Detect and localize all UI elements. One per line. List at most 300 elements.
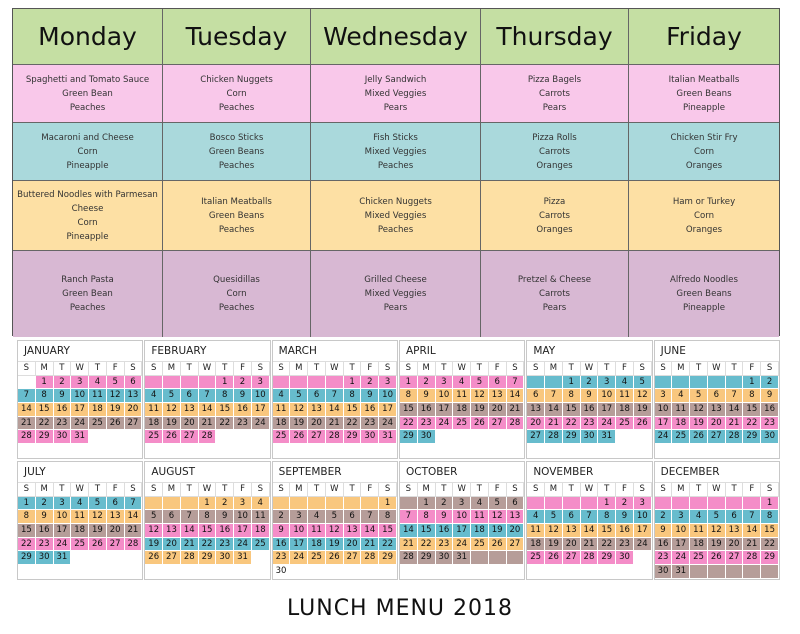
day-cell: 12 — [89, 510, 107, 524]
menu-item: Pineapple — [66, 160, 109, 171]
day-cell: 26 — [545, 551, 563, 565]
day-cell: 23 — [436, 538, 454, 552]
day-cell — [507, 444, 525, 458]
day-cell: 2 — [581, 376, 599, 390]
day-cell: 25 — [308, 551, 326, 565]
weekday-label: T — [726, 362, 744, 376]
weekday-label: F — [107, 483, 125, 497]
day-cell: 24 — [379, 417, 397, 431]
day-cell: 22 — [598, 538, 616, 552]
weekday-label: S — [527, 362, 545, 376]
page-title: LUNCH MENU 2018 — [286, 596, 514, 621]
menu-item: Grilled Cheese — [364, 275, 427, 285]
weekday-label: M — [418, 483, 436, 497]
month-name: APRIL — [400, 341, 524, 362]
day-cell — [616, 430, 634, 444]
day-cell: 28 — [361, 551, 379, 565]
day-header-thursday: Thursday — [481, 9, 629, 65]
day-cell: 25 — [690, 551, 708, 565]
day-cell: 14 — [18, 403, 36, 417]
weekday-label: T — [690, 483, 708, 497]
month-grid — [400, 362, 524, 458]
day-cell — [216, 430, 234, 444]
menu-item: Italian Meatballs — [668, 74, 740, 85]
day-cell — [634, 444, 652, 458]
day-cell: 16 — [581, 403, 599, 417]
day-cell: 8 — [743, 389, 761, 403]
day-cell — [326, 376, 344, 390]
day-cell: 20 — [163, 538, 181, 552]
day-cell: 15 — [36, 403, 54, 417]
weekday-label: S — [379, 362, 397, 376]
day-cell: 1 — [199, 497, 217, 511]
day-cell: 23 — [418, 417, 436, 431]
day-cell — [36, 444, 54, 458]
day-cell: 24 — [54, 538, 72, 552]
calendar-row — [17, 461, 780, 580]
day-cell: 1 — [344, 376, 362, 390]
day-cell: 5 — [690, 389, 708, 403]
day-cell: 31 — [234, 551, 252, 565]
month-august — [144, 461, 270, 580]
day-cell: 27 — [527, 430, 545, 444]
day-cell — [489, 551, 507, 565]
weekday-label: W — [453, 483, 471, 497]
weekday-label: T — [598, 483, 616, 497]
menu-cell — [311, 65, 481, 123]
menu-item: Ham or Turkey — [672, 196, 736, 207]
day-header-tuesday: Tuesday — [163, 9, 311, 65]
day-cell: 8 — [400, 389, 418, 403]
day-cell — [743, 497, 761, 511]
day-cell: 21 — [743, 538, 761, 552]
menu-cell — [163, 181, 311, 251]
day-cell: 19 — [290, 417, 308, 431]
day-cell: 21 — [507, 403, 525, 417]
day-cell: 23 — [234, 417, 252, 431]
weekday-label: T — [54, 362, 72, 376]
day-cell: 19 — [107, 403, 125, 417]
day-cell — [308, 565, 326, 579]
day-cell — [708, 565, 726, 579]
day-cell: 10 — [379, 389, 397, 403]
menu-item: Pizza — [543, 196, 566, 207]
menu-item: Pineapple — [66, 231, 109, 242]
day-cell: 18 — [308, 538, 326, 552]
day-cell — [581, 444, 599, 458]
day-cell: 24 — [252, 417, 270, 431]
day-cell — [436, 444, 454, 458]
month-december — [654, 461, 780, 580]
day-cell — [361, 444, 379, 458]
day-cell: 22 — [400, 417, 418, 431]
day-cell: 25 — [672, 430, 690, 444]
day-cell: 7 — [181, 510, 199, 524]
day-cell: 29 — [598, 551, 616, 565]
weekday-label: S — [507, 362, 525, 376]
day-cell — [545, 376, 563, 390]
day-cell: 9 — [436, 510, 454, 524]
month-grid — [527, 362, 651, 458]
weekday-label: S — [527, 483, 545, 497]
weekday-label: S — [634, 362, 652, 376]
day-cell: 25 — [471, 538, 489, 552]
day-cell: 30 — [418, 430, 436, 444]
weekday-label: W — [453, 362, 471, 376]
day-cell: 4 — [89, 376, 107, 390]
day-cell: 16 — [655, 538, 673, 552]
day-cell: 18 — [690, 538, 708, 552]
day-cell: 22 — [379, 538, 397, 552]
menu-item: Corn — [226, 289, 247, 299]
menu-item: Bosco Sticks — [209, 132, 264, 143]
day-cell — [726, 497, 744, 511]
day-cell: 7 — [581, 510, 599, 524]
day-cell: 4 — [308, 510, 326, 524]
day-cell: 2 — [54, 376, 72, 390]
day-cell: 2 — [361, 376, 379, 390]
day-cell: 17 — [290, 538, 308, 552]
day-cell — [199, 565, 217, 579]
day-cell — [71, 565, 89, 579]
day-cell — [672, 376, 690, 390]
menu-item: Peaches — [218, 102, 255, 113]
day-cell: 23 — [273, 551, 291, 565]
weekday-label: F — [234, 362, 252, 376]
day-cell: 16 — [436, 524, 454, 538]
menu-item: Oranges — [685, 160, 723, 171]
day-cell: 28 — [545, 430, 563, 444]
day-cell: 19 — [634, 403, 652, 417]
day-cell: 18 — [672, 417, 690, 431]
weekday-label: F — [616, 362, 634, 376]
menu-item: Green Bean — [62, 88, 113, 99]
day-cell: 28 — [726, 430, 744, 444]
day-cell: 21 — [18, 417, 36, 431]
day-cell: 29 — [36, 430, 54, 444]
day-cell: 16 — [273, 538, 291, 552]
day-cell: 11 — [145, 403, 163, 417]
day-cell: 19 — [545, 538, 563, 552]
day-cell: 7 — [507, 376, 525, 390]
month-name: JANUARY — [18, 341, 142, 362]
day-cell — [54, 565, 72, 579]
menu-item: Peaches — [69, 303, 106, 313]
weekday-label: T — [563, 362, 581, 376]
menu-item: Green Beans — [208, 146, 265, 157]
day-header-wednesday: Wednesday — [311, 9, 481, 65]
month-grid — [655, 483, 779, 579]
day-cell: 25 — [273, 430, 291, 444]
day-cell: 30 — [361, 430, 379, 444]
day-cell — [145, 497, 163, 511]
day-cell: 23 — [616, 538, 634, 552]
day-cell: 3 — [453, 497, 471, 511]
day-cell: 23 — [36, 538, 54, 552]
day-cell: 13 — [107, 510, 125, 524]
day-cell — [507, 551, 525, 565]
day-cell: 11 — [89, 389, 107, 403]
day-cell: 21 — [726, 417, 744, 431]
day-cell: 14 — [125, 510, 143, 524]
day-cell: 2 — [36, 497, 54, 511]
day-cell: 10 — [598, 389, 616, 403]
day-cell: 22 — [36, 417, 54, 431]
day-cell: 17 — [71, 403, 89, 417]
day-cell: 27 — [708, 430, 726, 444]
day-cell: 1 — [418, 497, 436, 511]
day-cell: 23 — [54, 417, 72, 431]
day-cell: 19 — [471, 403, 489, 417]
day-cell — [326, 444, 344, 458]
calendar-2018 — [17, 340, 780, 582]
day-cell: 30 — [273, 565, 291, 579]
day-cell — [107, 551, 125, 565]
day-cell: 24 — [634, 538, 652, 552]
day-cell: 3 — [252, 376, 270, 390]
menu-cell — [311, 251, 481, 337]
month-may — [526, 340, 652, 459]
day-cell: 10 — [655, 403, 673, 417]
day-cell — [672, 444, 690, 458]
day-cell — [563, 497, 581, 511]
day-cell — [54, 444, 72, 458]
month-grid — [273, 483, 397, 579]
day-cell: 29 — [379, 551, 397, 565]
month-grid — [273, 362, 397, 458]
weekday-label: S — [252, 483, 270, 497]
day-cell — [216, 565, 234, 579]
day-cell: 13 — [489, 389, 507, 403]
day-cell: 8 — [199, 510, 217, 524]
day-cell: 3 — [598, 376, 616, 390]
day-cell: 4 — [145, 389, 163, 403]
month-name: JUNE — [655, 341, 779, 362]
day-cell: 26 — [489, 538, 507, 552]
day-cell: 26 — [471, 417, 489, 431]
day-cell — [726, 376, 744, 390]
day-cell: 20 — [107, 524, 125, 538]
lunch-menu-table — [12, 8, 780, 336]
day-cell: 3 — [379, 376, 397, 390]
day-cell: 3 — [290, 510, 308, 524]
day-cell: 21 — [545, 417, 563, 431]
menu-cell — [163, 123, 311, 181]
day-cell — [598, 565, 616, 579]
day-cell — [655, 444, 673, 458]
menu-item: Oranges — [685, 224, 723, 235]
weekday-label: S — [507, 483, 525, 497]
menu-item: Pears — [542, 102, 567, 113]
day-cell: 25 — [89, 417, 107, 431]
day-cell: 5 — [163, 389, 181, 403]
month-name: NOVEMBER — [527, 462, 651, 483]
day-cell: 22 — [18, 538, 36, 552]
day-cell: 23 — [216, 538, 234, 552]
day-cell: 5 — [89, 497, 107, 511]
day-cell: 29 — [400, 430, 418, 444]
menu-item: Green Bean — [62, 289, 113, 299]
day-cell: 22 — [216, 417, 234, 431]
day-cell: 7 — [400, 510, 418, 524]
day-cell: 10 — [234, 510, 252, 524]
day-cell — [471, 444, 489, 458]
day-cell — [107, 565, 125, 579]
day-cell: 21 — [361, 538, 379, 552]
weekday-label: W — [326, 362, 344, 376]
day-cell: 11 — [527, 524, 545, 538]
day-cell: 7 — [545, 389, 563, 403]
day-cell: 7 — [18, 389, 36, 403]
day-cell: 15 — [563, 403, 581, 417]
menu-item: Carrots — [538, 210, 571, 221]
day-cell: 6 — [125, 376, 143, 390]
day-cell: 6 — [507, 497, 525, 511]
menu-item: Buttered Noodles with Parmesan Cheese — [17, 189, 158, 214]
day-cell — [634, 565, 652, 579]
day-cell: 21 — [326, 417, 344, 431]
day-cell — [273, 376, 291, 390]
day-cell: 26 — [163, 430, 181, 444]
day-cell: 23 — [761, 417, 779, 431]
menu-cell — [163, 65, 311, 123]
menu-item: Mixed Veggies — [364, 88, 427, 99]
weekday-label: S — [273, 362, 291, 376]
day-cell: 15 — [400, 403, 418, 417]
day-cell — [252, 551, 270, 565]
day-cell: 21 — [125, 524, 143, 538]
day-cell: 1 — [761, 497, 779, 511]
day-cell: 16 — [361, 403, 379, 417]
month-april — [399, 340, 525, 459]
day-cell: 5 — [107, 376, 125, 390]
day-cell: 14 — [361, 524, 379, 538]
day-cell: 13 — [125, 389, 143, 403]
month-name: FEBRUARY — [145, 341, 269, 362]
day-cell: 1 — [18, 497, 36, 511]
day-cell: 20 — [527, 417, 545, 431]
day-cell: 27 — [308, 430, 326, 444]
day-cell: 10 — [453, 510, 471, 524]
month-grid — [145, 362, 269, 458]
day-cell — [726, 565, 744, 579]
day-cell: 5 — [545, 510, 563, 524]
day-cell: 6 — [527, 389, 545, 403]
day-cell: 6 — [563, 510, 581, 524]
day-cell: 26 — [145, 551, 163, 565]
day-cell: 15 — [216, 403, 234, 417]
day-cell: 9 — [418, 389, 436, 403]
day-cell — [125, 551, 143, 565]
menu-item: Corn — [77, 217, 98, 228]
weekday-label: S — [400, 362, 418, 376]
month-name: MARCH — [273, 341, 397, 362]
day-cell: 2 — [273, 510, 291, 524]
day-cell: 7 — [361, 510, 379, 524]
day-cell: 18 — [145, 417, 163, 431]
day-cell: 10 — [71, 389, 89, 403]
weekday-label: F — [743, 362, 761, 376]
day-cell: 7 — [125, 497, 143, 511]
weekday-label: W — [326, 483, 344, 497]
day-cell: 9 — [273, 524, 291, 538]
day-cell — [761, 565, 779, 579]
day-cell: 8 — [344, 389, 362, 403]
day-cell: 26 — [634, 417, 652, 431]
weekday-label: T — [690, 362, 708, 376]
day-cell — [89, 565, 107, 579]
day-cell: 10 — [672, 524, 690, 538]
weekday-label: S — [145, 483, 163, 497]
menu-item: Peaches — [69, 102, 106, 113]
day-cell: 29 — [199, 551, 217, 565]
weekday-label: M — [418, 362, 436, 376]
day-cell: 28 — [199, 430, 217, 444]
day-cell: 23 — [581, 417, 599, 431]
day-cell: 21 — [181, 538, 199, 552]
day-cell: 28 — [507, 417, 525, 431]
day-cell: 25 — [71, 538, 89, 552]
day-cell: 21 — [199, 417, 217, 431]
month-grid — [18, 362, 142, 458]
day-cell — [418, 565, 436, 579]
menu-item: Alfredo Noodles — [670, 275, 738, 285]
day-cell — [107, 444, 125, 458]
day-cell: 11 — [672, 403, 690, 417]
day-cell: 13 — [181, 403, 199, 417]
day-cell: 26 — [89, 538, 107, 552]
day-cell: 29 — [743, 430, 761, 444]
day-cell — [36, 565, 54, 579]
day-cell — [107, 430, 125, 444]
weekday-label: M — [36, 483, 54, 497]
weekday-label: F — [616, 483, 634, 497]
day-cell: 10 — [54, 510, 72, 524]
day-cell: 7 — [199, 389, 217, 403]
day-cell — [125, 444, 143, 458]
day-cell — [581, 565, 599, 579]
day-cell: 2 — [418, 376, 436, 390]
day-cell: 1 — [563, 376, 581, 390]
day-cell: 24 — [672, 551, 690, 565]
day-cell: 18 — [471, 524, 489, 538]
day-cell: 25 — [527, 551, 545, 565]
menu-item: Green Beans — [208, 210, 265, 221]
month-grid — [18, 483, 142, 579]
day-cell: 6 — [726, 510, 744, 524]
day-cell: 17 — [655, 417, 673, 431]
month-grid — [527, 483, 651, 579]
day-cell — [743, 565, 761, 579]
menu-item: Green Beans — [676, 88, 732, 99]
menu-item: Pizza Bagels — [527, 74, 582, 85]
month-grid — [655, 362, 779, 458]
month-grid — [400, 483, 524, 579]
day-cell — [308, 376, 326, 390]
day-cell: 7 — [326, 389, 344, 403]
day-cell: 12 — [489, 510, 507, 524]
weekday-label: M — [163, 362, 181, 376]
weekday-label: M — [290, 483, 308, 497]
weekday-label: W — [71, 483, 89, 497]
day-cell — [290, 444, 308, 458]
day-cell: 30 — [216, 551, 234, 565]
day-cell: 28 — [181, 551, 199, 565]
day-cell: 29 — [18, 551, 36, 565]
day-cell: 22 — [344, 417, 362, 431]
day-cell: 5 — [708, 510, 726, 524]
day-cell: 25 — [252, 538, 270, 552]
